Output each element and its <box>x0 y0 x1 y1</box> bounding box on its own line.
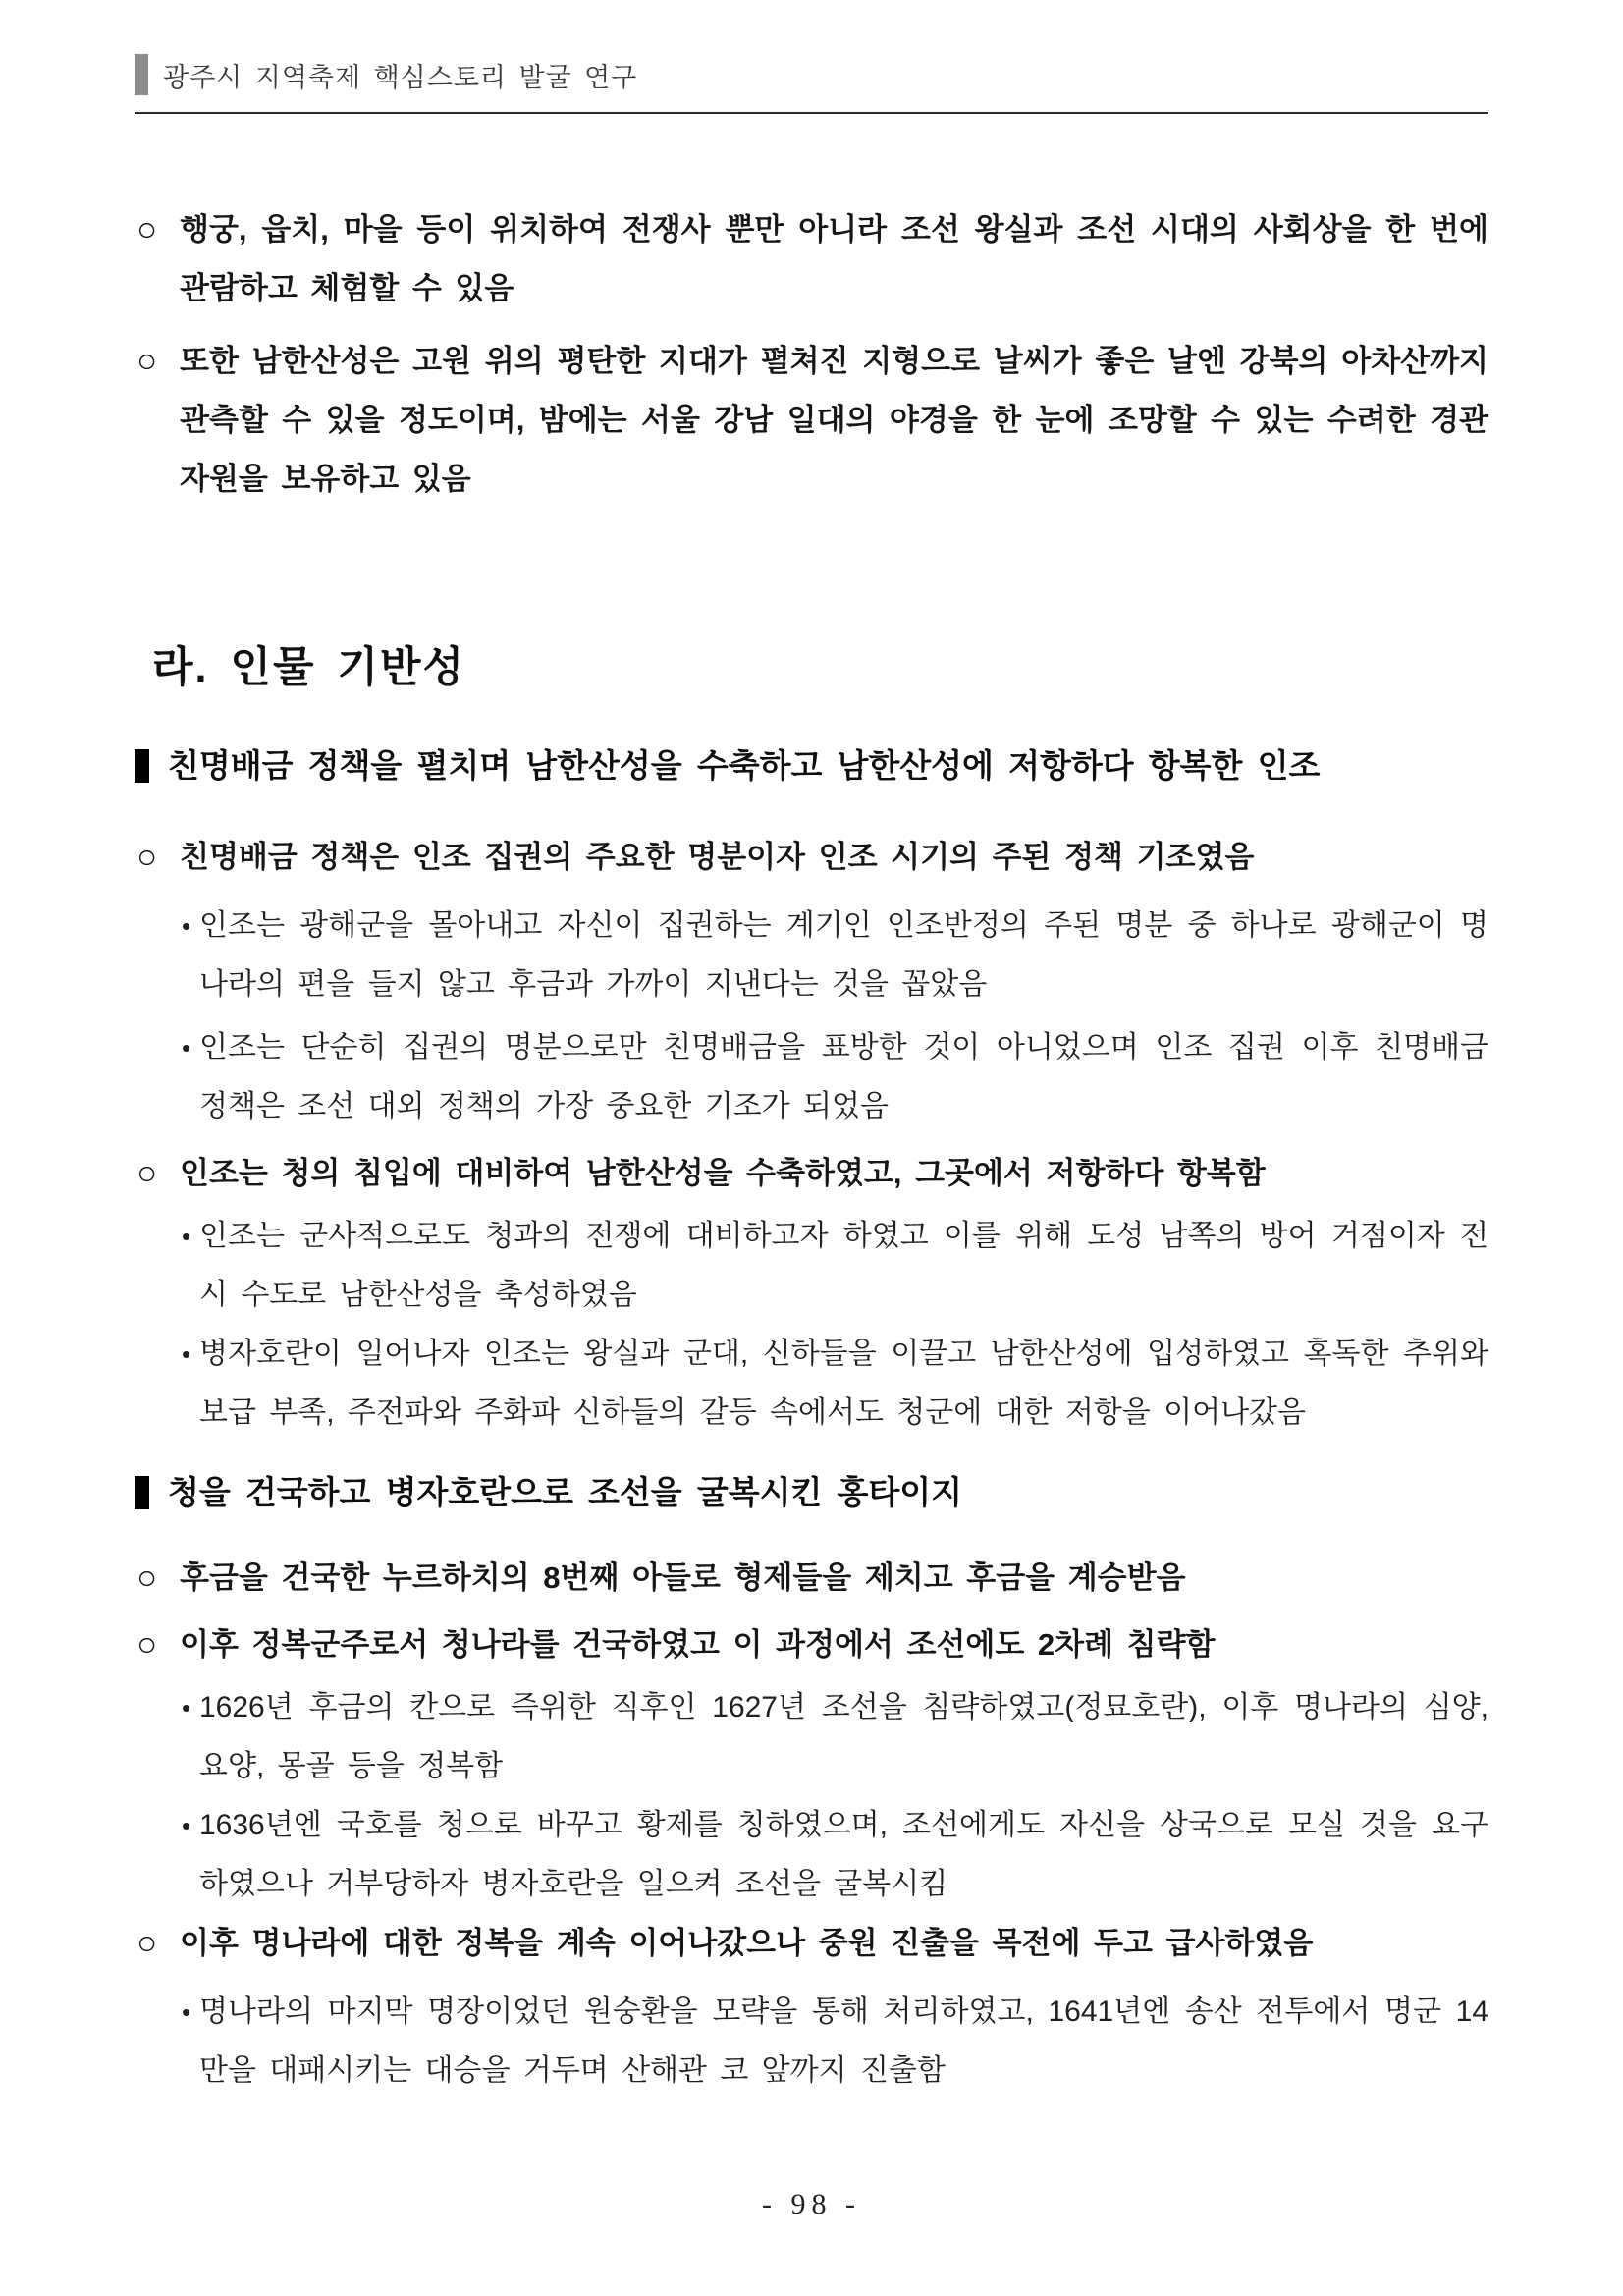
section-heading: 라. 인물 기반성 <box>152 644 466 691</box>
sub-bullet-item <box>182 1207 1488 1325</box>
black-bar-icon <box>135 1476 149 1509</box>
page-number: - 98 - <box>762 2188 861 2220</box>
sub-bullet-text: 명나라의 마지막 명장이었던 원숭환을 모략을 통해 처리하였고, 1641년엔 송산 전투에서 명군 14만을 대패시키는 대승을 거두며 산해관 코 앞까지 진출함 <box>199 1995 1488 2087</box>
dot-bullet-icon: • <box>182 1693 191 1722</box>
bullet-item <box>135 200 1488 318</box>
circle-bullet-icon: ○ <box>136 838 158 876</box>
circle-bullet-icon: ○ <box>136 1625 158 1664</box>
circle-bullet-icon: ○ <box>136 1558 158 1597</box>
dot-bullet-icon: • <box>182 1811 191 1840</box>
black-bar-icon <box>135 749 149 783</box>
subsection-heading-text: 청을 건국하고 병자호란으로 조선을 굴복시킨 홍타이지 <box>168 1474 963 1510</box>
dot-bullet-icon: • <box>182 911 191 941</box>
sub-bullet-text: 인조는 군사적으로도 청과의 전쟁에 대비하고자 하였고 이를 위해 도성 남쪽의 방어 거점이자 전시 수도로 남한산성을 축성하였음 <box>199 1220 1488 1311</box>
bullet-item <box>135 1144 1488 1203</box>
bullet-item <box>135 1549 1488 1608</box>
sub-bullet-text: 병자호란이 일어나자 인조는 왕실과 군대, 신하들을 이끌고 남한산성에 입성하였고 혹독한 추위와 보급 부족, 주전파와 주화파 신하들의 갈등 속에서도 청군에 대한 저항을 이어나갔음 <box>199 1338 1488 1429</box>
bullet-item <box>135 1914 1488 1973</box>
dot-bullet-icon: • <box>182 1222 191 1251</box>
bullet-item <box>135 1615 1488 1674</box>
bullet-text: 친명배금 정책은 인조 집권의 주요한 명분이자 인조 시기의 주된 정책 기조였음 <box>180 840 1255 874</box>
bullet-item <box>135 332 1488 509</box>
circle-bullet-icon: ○ <box>136 1924 158 1962</box>
sub-bullet-item <box>182 1018 1488 1136</box>
circle-bullet-icon: ○ <box>136 1154 158 1192</box>
running-header <box>135 54 1488 114</box>
dot-bullet-icon: • <box>182 1997 191 2027</box>
subsection-heading-text: 친명배금 정책을 펼치며 남한산성을 수축하고 남한산성에 저항하다 항복한 인조 <box>168 747 1321 784</box>
header-accent-bar-icon <box>135 54 148 95</box>
sub-bullet-text: 1626년 후금의 칸으로 즉위한 직후인 1627년 조선을 침략하였고(정묘호란), 이후 명나라의 심양, 요양, 몽골 등을 정복함 <box>199 1691 1488 1782</box>
subsection-heading <box>135 745 1488 787</box>
sub-bullet-item <box>182 897 1488 1014</box>
bullet-text: 행궁, 읍치, 마을 등이 위치하여 전쟁사 뿐만 아니라 조선 왕실과 조선 시대의 사회상을 한 번에 관람하고 체험할 수 있음 <box>180 212 1488 305</box>
dot-bullet-icon: • <box>182 1339 191 1369</box>
sub-bullet-item <box>182 1983 1488 2101</box>
sub-bullet-text: 인조는 단순히 집권의 명분으로만 친명배금을 표방한 것이 아니었으며 인조 집권 이후 친명배금 정책은 조선 대외 정책의 가장 중요한 기조가 되었음 <box>199 1031 1488 1122</box>
circle-bullet-icon: ○ <box>136 210 158 248</box>
bullet-text: 후금을 건국한 누르하치의 8번째 아들로 형제들을 제치고 후금을 계승받음 <box>180 1560 1186 1595</box>
sub-bullet-item <box>182 1325 1488 1443</box>
bullet-text: 인조는 청의 침입에 대비하여 남한산성을 수축하였고, 그곳에서 저항하다 항복함 <box>180 1156 1266 1190</box>
dot-bullet-icon: • <box>182 1033 191 1063</box>
bullet-item <box>135 828 1488 887</box>
bullet-text: 이후 정복군주로서 청나라를 건국하였고 이 과정에서 조선에도 2차례 침략함 <box>180 1627 1216 1662</box>
sub-bullet-text: 1636년엔 국호를 청으로 바꾸고 황제를 칭하였으며, 조선에게도 자신을 상국으로 모실 것을 요구하였으나 거부당하자 병자호란을 일으켜 조선을 굴복시킴 <box>199 1809 1488 1900</box>
sub-bullet-text: 인조는 광해군을 몰아내고 자신이 집권하는 계기인 인조반정의 주된 명분 중 하나로 광해군이 명나라의 편을 들지 않고 후금과 가까이 지낸다는 것을 꼽았음 <box>199 909 1488 1001</box>
bullet-text: 또한 남한산성은 고원 위의 평탄한 지대가 펼쳐진 지형으로 날씨가 좋은 날엔 강북의 아차산까지 관측할 수 있을 정도이며, 밤에는 서울 강남 일대의 야경을 한 눈에 조망할 수 있는 수려한 경관자원을 보유하고 있음 <box>180 344 1488 496</box>
circle-bullet-icon: ○ <box>136 342 158 380</box>
sub-bullet-item <box>182 1678 1488 1796</box>
subsection-heading <box>135 1472 1488 1513</box>
bullet-text: 이후 명나라에 대한 정복을 계속 이어나갔으나 중원 진출을 목전에 두고 급사하였음 <box>180 1926 1314 1960</box>
document-title: 광주시 지역축제 핵심스토리 발굴 연구 <box>163 62 638 92</box>
sub-bullet-item <box>182 1796 1488 1914</box>
